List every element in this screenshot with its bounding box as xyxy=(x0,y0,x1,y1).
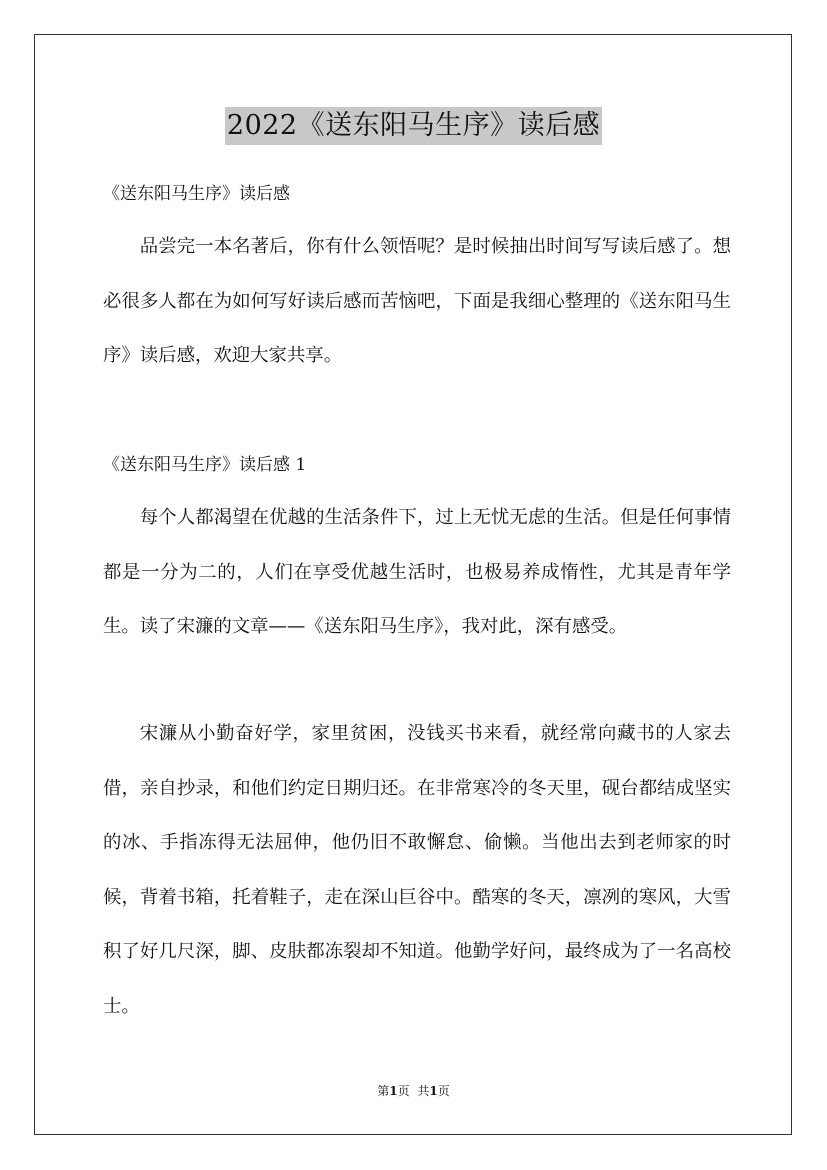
section-1-paragraph-1: 每个人都渴望在优越的生活条件下，过上无忧无虑的生活。但是任何事情都是一分为二的，人们在享受优越生活时，也极易养成惰性，尤其是青年学生。读了宋濂的文章——《送东阳马生序》，我对此，深有感受。 xyxy=(103,507,731,637)
intro-paragraph: 品尝完一本名著后，你有什么领悟呢？是时候抽出时间写写读后感了。想必很多人都在为如何写好读后感而苦恼吧，下面是我细心整理的《送东阳马生序》读后感，欢迎大家共享。 xyxy=(103,236,731,366)
footer-page-suffix: 页 xyxy=(397,1084,410,1098)
intro-heading: 《送东阳马生序》读后感 xyxy=(103,184,290,204)
section-1-paragraph-2: 宋濂从小勤奋好学，家里贫困，没钱买书来看，就经常向藏书的人家去借，亲自抄录，和他们约定日期归还。在非常寒冷的冬天里，砚台都结成坚实的冰、手指冻得无法屈伸，他仍旧不敢懈怠、偷懒。当他出去到老师家的时候，背着书箱，托着鞋子，走在深山巨谷中。酷寒的冬天，凛冽的寒风，大雪积了好几尺深，脚、皮肤都冻裂却不知道。他勤学好问，最终成为了一名高校士。 xyxy=(103,723,731,1017)
footer-page-prefix: 第 xyxy=(377,1084,390,1098)
document-title xyxy=(0,104,827,145)
footer-total-prefix: 共 xyxy=(417,1084,430,1098)
footer-total-suffix: 页 xyxy=(437,1084,450,1098)
footer-page-number: 1 xyxy=(389,1084,398,1098)
footer-total-pages: 1 xyxy=(429,1084,438,1098)
section-heading-1: 《送东阳马生序》读后感 1 xyxy=(103,455,307,475)
page-footer xyxy=(0,1083,827,1099)
document-title-text: 2022《送东阳马生序》读后感 xyxy=(225,107,602,145)
